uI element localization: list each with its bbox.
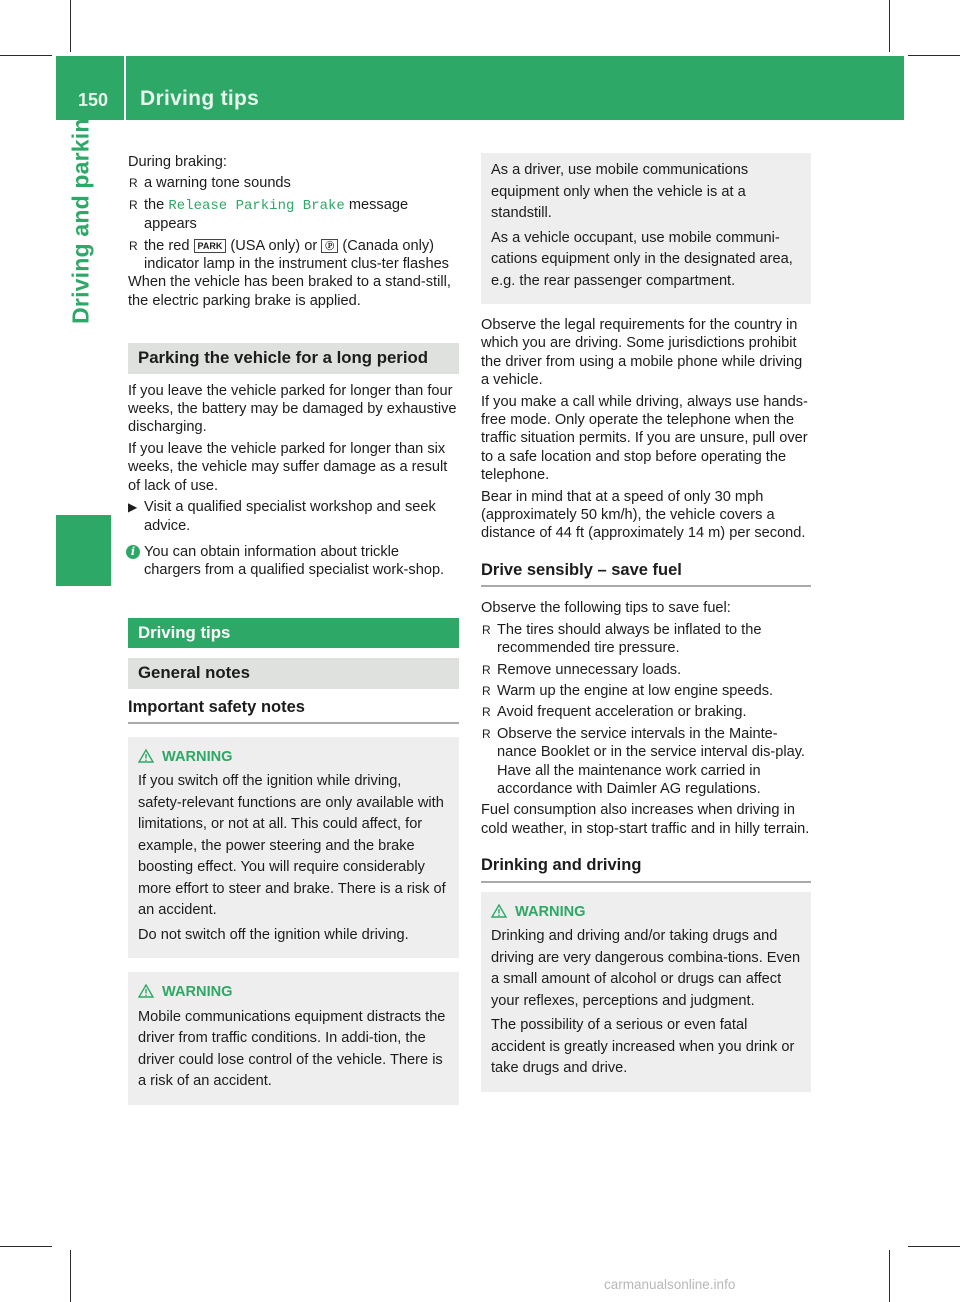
header-divider: [124, 56, 126, 120]
note-text: As a driver, use mobile communications equipment only when the vehicle is at a standstill.: [491, 162, 749, 221]
list-item: R Observe the service intervals in the Mainte-nance Booklet or in the service interval dis-play. Have all the maintenance work carried in accordance with Daimler AG regulations.: [482, 725, 805, 797]
warning-box: [128, 737, 459, 959]
bullet-r-icon: R: [129, 238, 138, 253]
right-column: [481, 153, 811, 1092]
paragraph: Bear in mind that at a speed of only 30 mph (approximately 50 km/h), the vehicle covers a distance of 44 ft (approximately 14 m) per second.: [481, 488, 806, 542]
display-message: Release Parking Brake: [168, 197, 345, 214]
list-item: R the red PARK (USA only) or Ⓟ (Canada only) indicator lamp in the instrument clus-ter flashes: [129, 237, 449, 273]
warning-triangle-icon: [138, 984, 154, 998]
crop-mark: [889, 0, 890, 52]
list-item: R a warning tone sounds: [129, 175, 291, 192]
subheading: Drinking and driving: [481, 856, 811, 882]
paragraph: If you leave the vehicle parked for longer than six weeks, the vehicle may suffer damage as a result of lack of use.: [128, 440, 448, 494]
action-item: ▶ Visit a qualified specialist workshop and seek advice.: [128, 499, 436, 534]
warning-title: WARNING: [138, 982, 449, 1004]
warning-title: WARNING: [138, 747, 449, 769]
warning-title: WARNING: [491, 902, 801, 924]
crop-mark: [70, 0, 71, 52]
crop-mark: [908, 1246, 960, 1247]
bullet-r-icon: R: [482, 622, 491, 637]
bullet-r-icon: R: [482, 705, 491, 720]
list-item: R The tires should always be inflated to the recommended tire pressure.: [482, 621, 762, 657]
crop-mark: [70, 1250, 71, 1302]
list-item: R the Release Parking Brake message appears: [129, 196, 409, 233]
p-lamp-icon: Ⓟ: [321, 239, 338, 253]
paragraph: If you leave the vehicle parked for longer than four weeks, the battery may be damaged by exhaustive discharging.: [128, 382, 457, 436]
note-text: As a vehicle occupant, use mobile communi-cations equipment only in the designated area, e.g. the rear passenger compartment.: [491, 229, 793, 289]
warning-text: The possibility of a serious or even fatal accident is greatly increased when you drink or take drugs and drive.: [491, 1017, 795, 1077]
crop-mark: [0, 55, 52, 56]
warning-box: [481, 892, 811, 1092]
warning-triangle-icon: [491, 904, 507, 918]
arrow-right-icon: ▶: [128, 500, 138, 515]
paragraph: When the vehicle has been braked to a stand-still, the electric parking brake is applied.: [128, 274, 451, 309]
list-item: R Remove unnecessary loads.: [482, 661, 682, 678]
warning-text: Do not switch off the ignition while driving.: [138, 926, 409, 943]
left-column: [128, 153, 459, 1105]
info-icon: i: [126, 545, 140, 559]
bullet-r-icon: R: [482, 662, 491, 677]
list-item: R Warm up the engine at low engine speeds.: [482, 682, 774, 699]
section-heading: Parking the vehicle for a long period: [128, 343, 459, 373]
section-heading-green: Driving tips: [128, 618, 459, 648]
paragraph: Observe the legal requirements for the country in which you are driving. Some jurisdictions prohibit the driver from using a mobile phone while driving a vehicle.: [481, 317, 803, 389]
page-number: 150: [78, 90, 109, 110]
info-note: i You can obtain information about trickle chargers from a qualified specialist work-shop.: [128, 543, 459, 580]
paragraph: Observe the following tips to save fuel:: [481, 600, 731, 617]
paragraph: If you make a call while driving, always use hands-free mode. Only operate the telephone when the traffic situation permits. If you are unsure, pull over to a safe location and stop before operating the telephone.: [481, 393, 808, 484]
bullet-r-icon: R: [482, 683, 491, 698]
crop-mark: [889, 1250, 890, 1302]
side-tab-block: [56, 515, 111, 586]
crop-mark: [908, 55, 960, 56]
warning-text: Drinking and driving and/or taking drugs and driving are very dangerous combina-tions. Even a small amount of alcohol or drugs can affect your reflexes, perceptions and judgment.: [491, 928, 801, 1009]
side-tab-label: Driving and parking: [67, 104, 94, 324]
crop-mark: [0, 1246, 52, 1247]
page-title: Driving tips: [140, 87, 260, 110]
list-item: R Avoid frequent acceleration or braking.: [482, 704, 747, 721]
section-heading: General notes: [128, 658, 459, 688]
bullet-r-icon: R: [482, 726, 491, 741]
braking-intro: During braking:: [128, 154, 227, 170]
paragraph: Fuel consumption also increases when driving in cold weather, in stop-start traffic and in hilly terrain.: [481, 802, 810, 837]
warning-triangle-icon: [138, 749, 154, 763]
park-lamp-icon: PARK: [194, 239, 227, 253]
warning-box: [128, 972, 459, 1105]
bullet-r-icon: R: [129, 176, 138, 191]
watermark: carmanualsonline.info: [604, 1277, 736, 1292]
subheading: Drive sensibly – save fuel: [481, 561, 811, 587]
warning-text: If you switch off the ignition while driving, safety-relevant functions are only available with limitations, or not at all. This could affect, for example, the power steering and the brake boosting effect. You will require considerably more effort to steer and brake. There is a risk of an accident.: [138, 773, 446, 919]
warning-text: Mobile communications equipment distracts the driver from traffic conditions. In addi-tion, the driver could lose control of the vehicle. There is a risk of an accident.: [138, 1008, 446, 1090]
note-box: [481, 153, 811, 304]
bullet-r-icon: R: [129, 197, 138, 212]
subheading: Important safety notes: [128, 698, 459, 724]
